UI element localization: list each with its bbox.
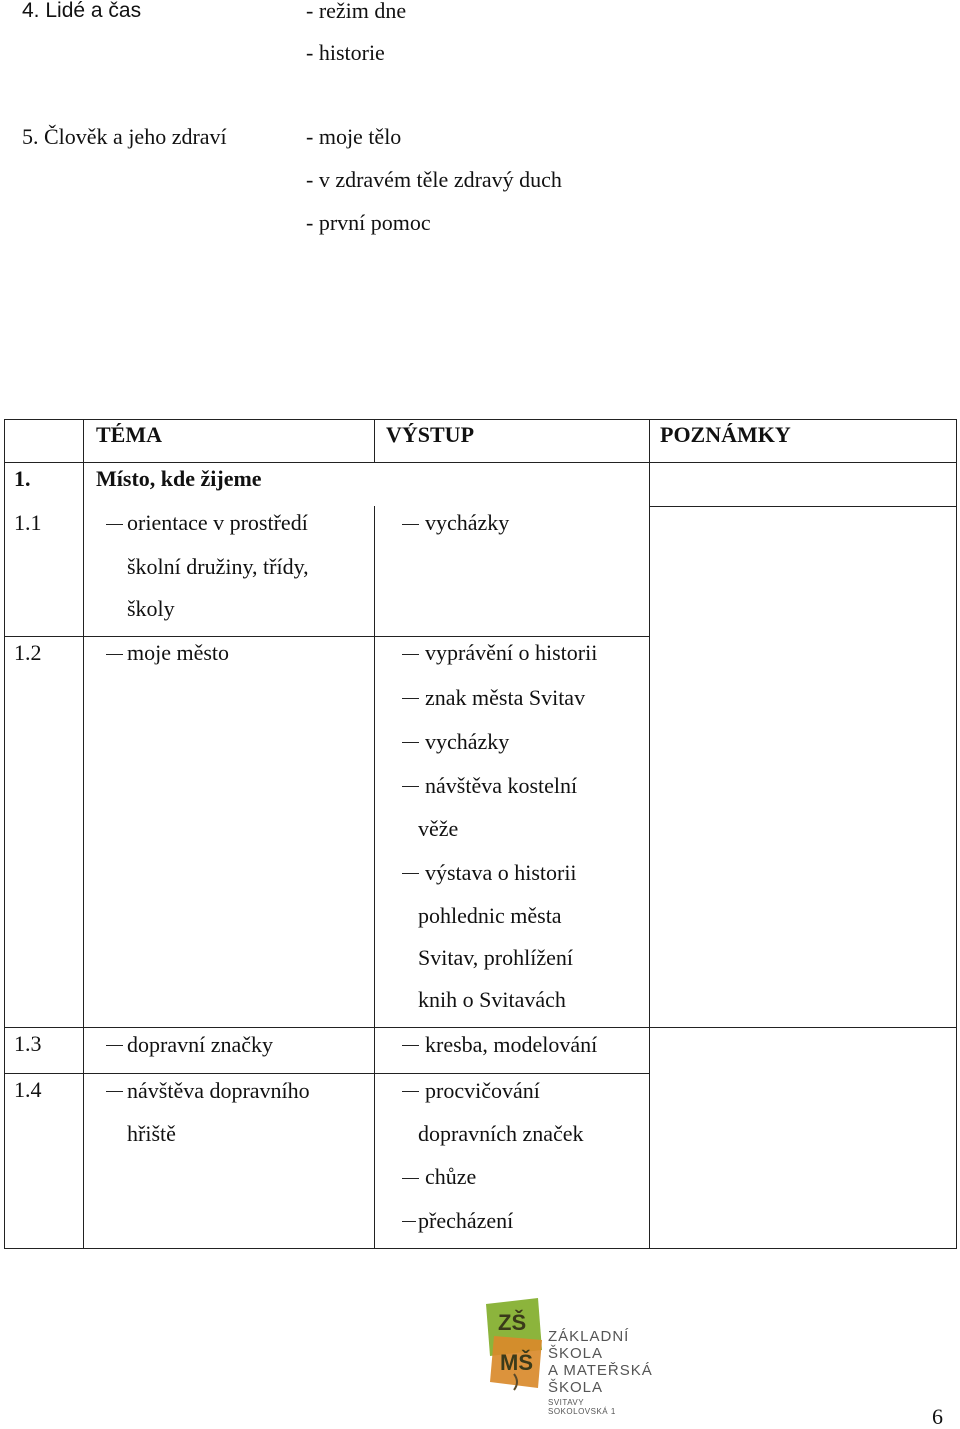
item-4-topic: - režim dne: [306, 0, 407, 23]
row-number: 1.4: [14, 1077, 42, 1102]
vystup-text: dopravních značek: [418, 1121, 584, 1146]
vystup-text: vycházky: [425, 729, 510, 754]
dash-bullet: [402, 698, 419, 699]
dash-bullet: [106, 1045, 123, 1046]
column-divider: [374, 419, 375, 462]
logo-small-line: SOKOLOVSKÁ 1: [548, 1407, 616, 1416]
item-5-label: 5. Člověk a jeho zdraví: [22, 124, 227, 149]
item-5-topic: - první pomoc: [306, 210, 431, 235]
vystup-text: přecházení: [418, 1208, 514, 1233]
section-number: 1.: [14, 466, 31, 491]
dash-bullet: [402, 786, 419, 787]
dash-bullet: [402, 654, 419, 655]
item-4-topic: - historie: [306, 40, 385, 65]
vystup-text: vycházky: [425, 510, 510, 535]
section-title: Místo, kde žijeme: [96, 466, 262, 491]
row-number: 1.1: [14, 510, 42, 535]
tema-text: dopravní značky: [127, 1032, 273, 1057]
column-divider: [83, 419, 84, 1249]
table-border-left: [4, 419, 5, 1249]
dash-bullet: [106, 654, 123, 655]
header-tema: TÉMA: [96, 422, 162, 447]
dash-bullet: [402, 742, 419, 743]
item-5-topic: - v zdravém těle zdravý duch: [306, 167, 562, 192]
logo-line: ŠKOLA: [548, 1345, 604, 1362]
header-poznamky: POZNÁMKY: [660, 422, 791, 447]
row-divider: [4, 1027, 957, 1028]
vystup-text: návštěva kostelní: [425, 773, 578, 798]
item-4-label: 4. Lidé a čas: [22, 0, 142, 22]
table-border-top: [4, 419, 957, 420]
column-divider: [374, 506, 375, 1249]
row-divider: [649, 506, 957, 507]
table-border-bottom: [4, 1248, 957, 1249]
tema-text: hřiště: [127, 1121, 176, 1146]
dash-bullet: [402, 1045, 419, 1046]
vystup-text: chůze: [425, 1164, 477, 1189]
vystup-text: knih o Svitavách: [418, 987, 566, 1012]
svg-text:ZŠ: ZŠ: [498, 1310, 527, 1335]
vystup-text: vyprávění o historii: [425, 640, 598, 665]
table-border-right: [956, 419, 957, 1249]
row-divider: [4, 1073, 649, 1074]
vystup-text: věže: [418, 816, 459, 841]
item-5-topic: - moje tělo: [306, 124, 402, 149]
logo-line: ZÁKLADNÍ: [548, 1328, 630, 1345]
vystup-text: Svitav, prohlížení: [418, 945, 573, 970]
dash-bullet: [106, 524, 123, 525]
vystup-text: výstava o historii: [425, 860, 577, 885]
tema-text: školní družiny, třídy,: [127, 554, 309, 579]
tema-text: orientace v prostředí: [127, 510, 308, 535]
svg-text:MŠ: MŠ: [500, 1350, 533, 1375]
vystup-text: kresba, modelování: [425, 1032, 598, 1057]
vystup-text: pohlednic města: [418, 903, 562, 928]
tema-text: moje město: [127, 640, 230, 665]
row-number: 1.3: [14, 1031, 42, 1056]
school-logo: [480, 1296, 660, 1416]
school-logo-mark: [480, 1296, 550, 1396]
vystup-text: procvičování: [425, 1078, 540, 1103]
dash-bullet: [402, 1091, 419, 1092]
dash-bullet: [402, 1221, 416, 1222]
dash-bullet: [402, 873, 419, 874]
dash-bullet: [402, 1178, 419, 1179]
row-number: 1.2: [14, 640, 42, 665]
header-vystup: VÝSTUP: [386, 422, 475, 447]
row-divider: [4, 462, 957, 463]
vystup-text: znak města Svitav: [425, 685, 586, 710]
dash-bullet: [402, 524, 419, 525]
column-divider: [649, 419, 650, 1249]
tema-text: návštěva dopravního: [127, 1078, 310, 1103]
page-number: 6: [932, 1404, 943, 1429]
logo-line: A MATEŘSKÁ: [548, 1362, 653, 1379]
row-divider: [4, 636, 649, 637]
dash-bullet: [106, 1091, 123, 1092]
tema-text: školy: [127, 596, 175, 621]
logo-small-line: SVITAVY: [548, 1398, 585, 1407]
logo-line: ŠKOLA: [548, 1379, 604, 1396]
